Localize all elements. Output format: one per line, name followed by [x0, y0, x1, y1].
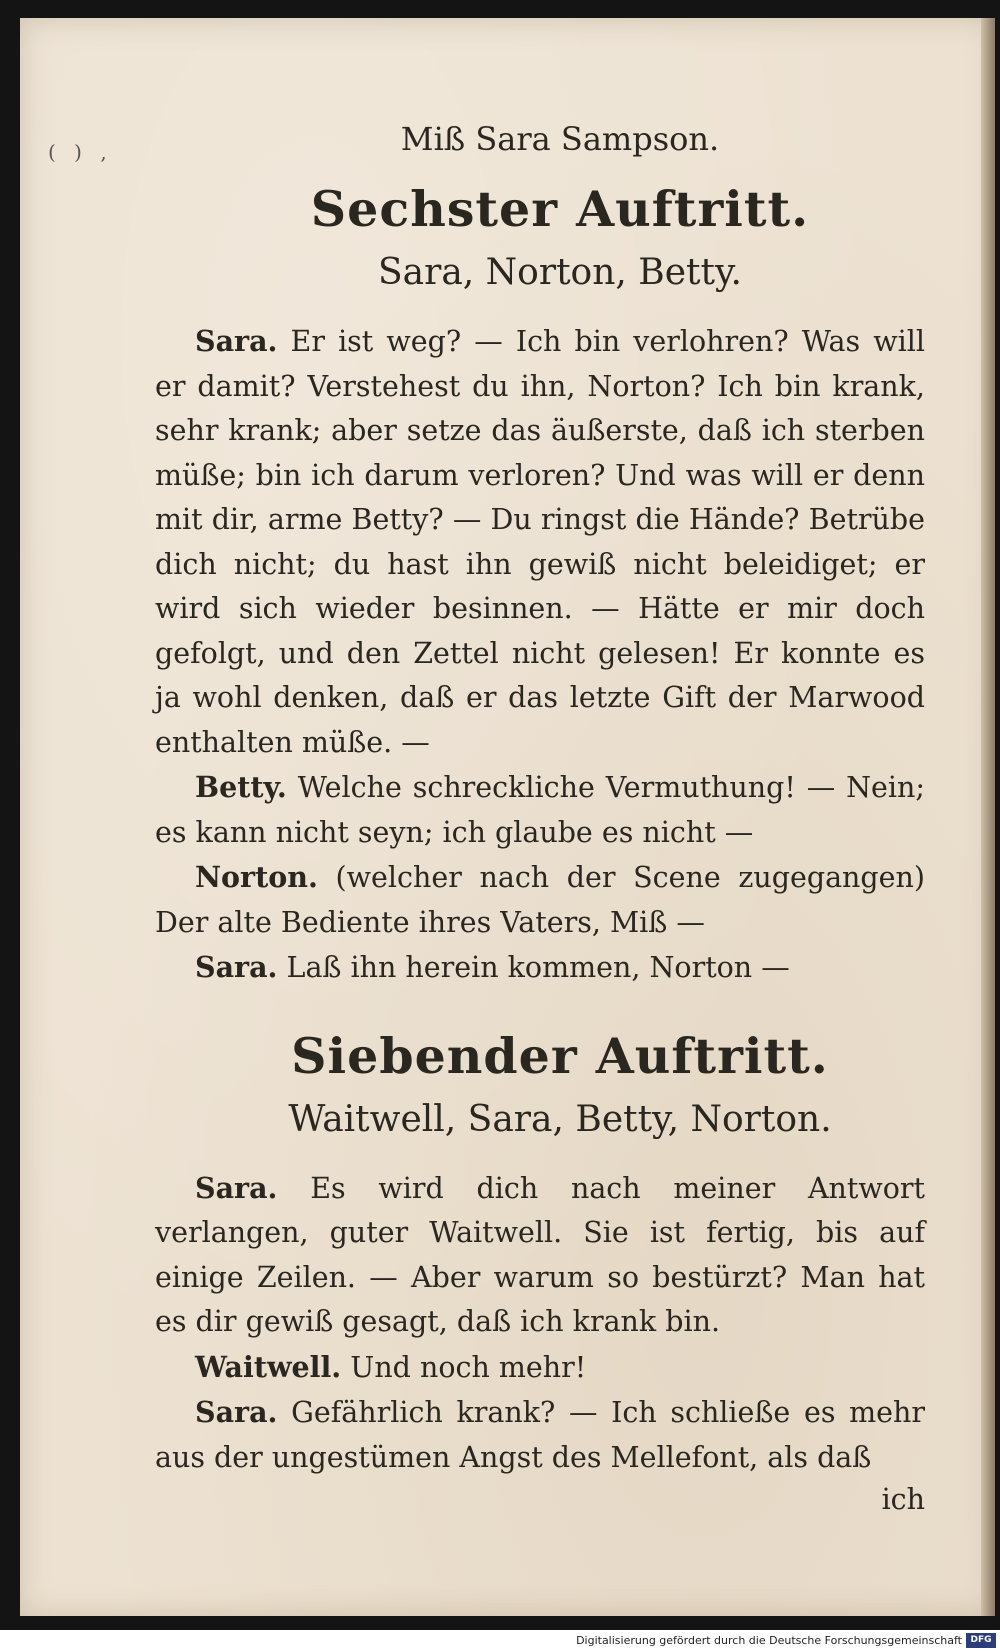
speaker-name: Sara.	[195, 1170, 278, 1205]
speaker-name: Sara.	[195, 324, 278, 358]
speech-paragraph	[155, 765, 925, 855]
speech-paragraph	[155, 1390, 925, 1480]
page-corner-mark: ( ) ,	[48, 140, 113, 164]
speaker-name: Betty.	[195, 770, 287, 804]
catchword: ich	[881, 1483, 925, 1516]
scene-title: Siebender Auftritt.	[291, 1026, 829, 1085]
dfg-logo: DFG	[966, 1633, 996, 1648]
speech-paragraph	[155, 945, 925, 991]
speech-text: Gefährlich krank? — Ich schließe es mehr aus der ungestümen Angst des Mellefont, als daß	[155, 1396, 925, 1474]
page-text	[155, 120, 925, 1520]
speech-text: Welche schreckliche Vermuthung! — Nein; es kann nicht seyn; ich glaube es nicht —	[155, 771, 925, 849]
speaker-name: Waitwell.	[195, 1349, 342, 1384]
scene-persons: Waitwell, Sara, Betty, Norton.	[288, 1098, 832, 1140]
speech-paragraph	[155, 319, 925, 765]
speech-paragraph	[155, 1166, 925, 1345]
speech-paragraph	[155, 855, 925, 945]
scene-persons: Sara, Norton, Betty.	[378, 252, 742, 293]
page-edge	[981, 18, 995, 1616]
speech-paragraph	[155, 1345, 925, 1391]
speech-text: (welcher nach der Scene zugegangen) Der alte Bediente ihres Vaters, Miß —	[155, 861, 925, 939]
funding-note: Digitalisierung gefördert durch die Deutsche Forschungsgemeinschaft	[576, 1634, 962, 1647]
speaker-name: Norton.	[195, 860, 318, 894]
footer-bar	[0, 1630, 1000, 1652]
running-head: Miß Sara Sampson.	[400, 120, 720, 158]
speech-text: Und noch mehr!	[350, 1350, 587, 1384]
speaker-name: Sara.	[195, 950, 278, 984]
speech-text: Es wird dich nach meiner Antwort verlangen, guter Waitwell. Sie ist fertig, bis auf einige Zeilen. — Aber warum so bestürzt? Man hat es dir gewiß gesagt, daß ich krank bin.	[155, 1171, 925, 1338]
speech-text: Laß ihn herein kommen, Norton —	[286, 951, 790, 984]
speech-text: Er ist weg? — Ich bin verlohren? Was will er damit? Verstehest du ihn, Norton? Ich bin krank, sehr krank; aber setze das äußerste, daß ich sterben müße; bin ich darum verloren? Und was will er denn mit dir, arme Betty? — Du ringst die Hände? Betrübe dich nicht; du hast ihn gewiß nicht beleidiget; er wird sich wieder besinnen. — Hätte er mir doch gefolgt, und den Zettel nicht gelesen! Er konnte es ja wohl denken, daß er das letzte Gift der Marwood enthalten müße. —	[155, 325, 925, 759]
speaker-name: Sara.	[195, 1395, 278, 1429]
scene-title: Sechster Auftritt.	[310, 180, 810, 238]
